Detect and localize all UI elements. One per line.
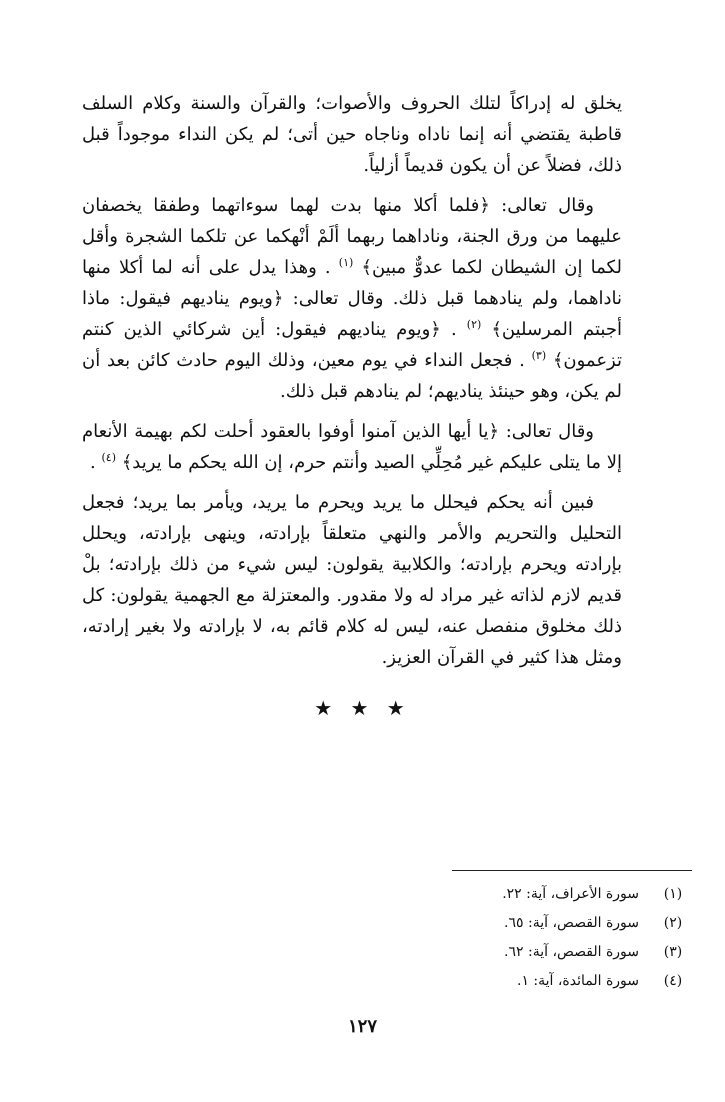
footnote-ref-1: (١) xyxy=(338,256,354,269)
paragraph-3-text-a: وقال تعالى: ﴿يا أيها الذين آمنوا أوفوا بالعقود أحلت لكم بهيمة الأنعام إلا ما يتلى عليكم غير مُحِلِّي الصيد وأنتم حرم، إن الله يحكم ما يريد﴾ xyxy=(82,421,622,473)
main-text xyxy=(82,88,622,682)
footnote-text: سورة القصص، آية: ٦٢. xyxy=(504,944,639,960)
footnote-number: (٢) xyxy=(663,915,683,931)
section-separator: ★ ★ ★ xyxy=(314,696,411,720)
paragraph-3 xyxy=(82,416,622,478)
footnote-text: سورة المائدة، آية: ١. xyxy=(516,973,639,989)
page-number: ١٢٧ xyxy=(347,1016,377,1037)
footnote-4 xyxy=(293,967,693,996)
footnote-ref-4: (٤) xyxy=(101,451,116,464)
paragraph-2-text-c: . ﴿ويوم يناديهم فيقول: أين شركائي الذين كنتم تزعمون﴾ xyxy=(82,319,622,371)
paragraph-2-text-a: وقال تعالى: ﴿فلما أكلا منها بدت لهما سوءاتهما وطفقا يخصفان عليهما من ورق الجنة، وناداهما ربهما ألَمْ أنْهكما عن تلكما الشجرة وأقل لكما إن الشيطان لكما عدوٌّ مبين﴾ xyxy=(82,195,622,278)
footnote-ref-3: (٣) xyxy=(531,349,547,362)
footnote-text: سورة الأعراف، آية: ٢٢. xyxy=(502,886,639,902)
paragraph-2 xyxy=(82,190,622,407)
paragraph-4-text: فبين أنه يحكم فيحلل ما يريد ويحرم ما يريد، ويأمر بما يريد؛ فجعل التحليل والتحريم والأمر والنهي متعلقاً بإرادته، وينهى بإرادته، ويحلل بإرادته ويحرم بإرادته؛ والكلابية يقولون: ليس شيء من ذلك بإرادته؛ بلْ قديم لازم لذاته غير مراد له ولا مقدور. والمعتزلة مع الجهمية يقولون: كل ذلك مخلوق منفصل عنه، ليس له كلام قائم به، لا بإرادته ولا بغير إرادته، ومثل هذا كثير في القرآن العزيز. xyxy=(82,492,622,668)
footnote-number: (٣) xyxy=(663,944,683,960)
footnote-text: سورة القصص، آية: ٦٥. xyxy=(504,915,639,931)
footnote-number: (١) xyxy=(663,886,683,902)
footnote-ref-2: (٢) xyxy=(466,318,482,331)
paragraph-4 xyxy=(82,487,622,673)
footnotes xyxy=(293,880,693,996)
footnote-2 xyxy=(293,909,693,938)
paragraph-1-text: يخلق له إدراكاً لتلك الحروف والأصوات؛ والقرآن والسنة وكلام السلف قاطبة يقتضي أنه إنما ناداه وناجاه حين أتى؛ لم يكن النداء موجوداً قبل ذلك، فضلاً عن أن يكون قديماً أزلياً. xyxy=(82,93,622,176)
footnote-number: (٤) xyxy=(663,973,683,989)
paragraph-3-text-b: . xyxy=(90,452,96,473)
footnote-divider xyxy=(452,870,692,871)
footnote-1 xyxy=(293,880,693,909)
paragraph-2-text-d: . فجعل النداء في يوم معين، وذلك اليوم حادث كائن بعد أن لم يكن، وهو حينئذ يناديهم؛ لم ينادهم قبل ذلك. xyxy=(82,350,622,402)
paragraph-2-text-b: . وهذا يدل على أنه لما أكلا منها ناداهما، ولم ينادهما قبل ذلك. وقال تعالى: ﴿ويوم يناديهم فيقول: ماذا أجبتم المرسلين﴾ xyxy=(82,257,622,340)
footnote-3 xyxy=(293,938,693,967)
paragraph-1 xyxy=(82,88,622,181)
